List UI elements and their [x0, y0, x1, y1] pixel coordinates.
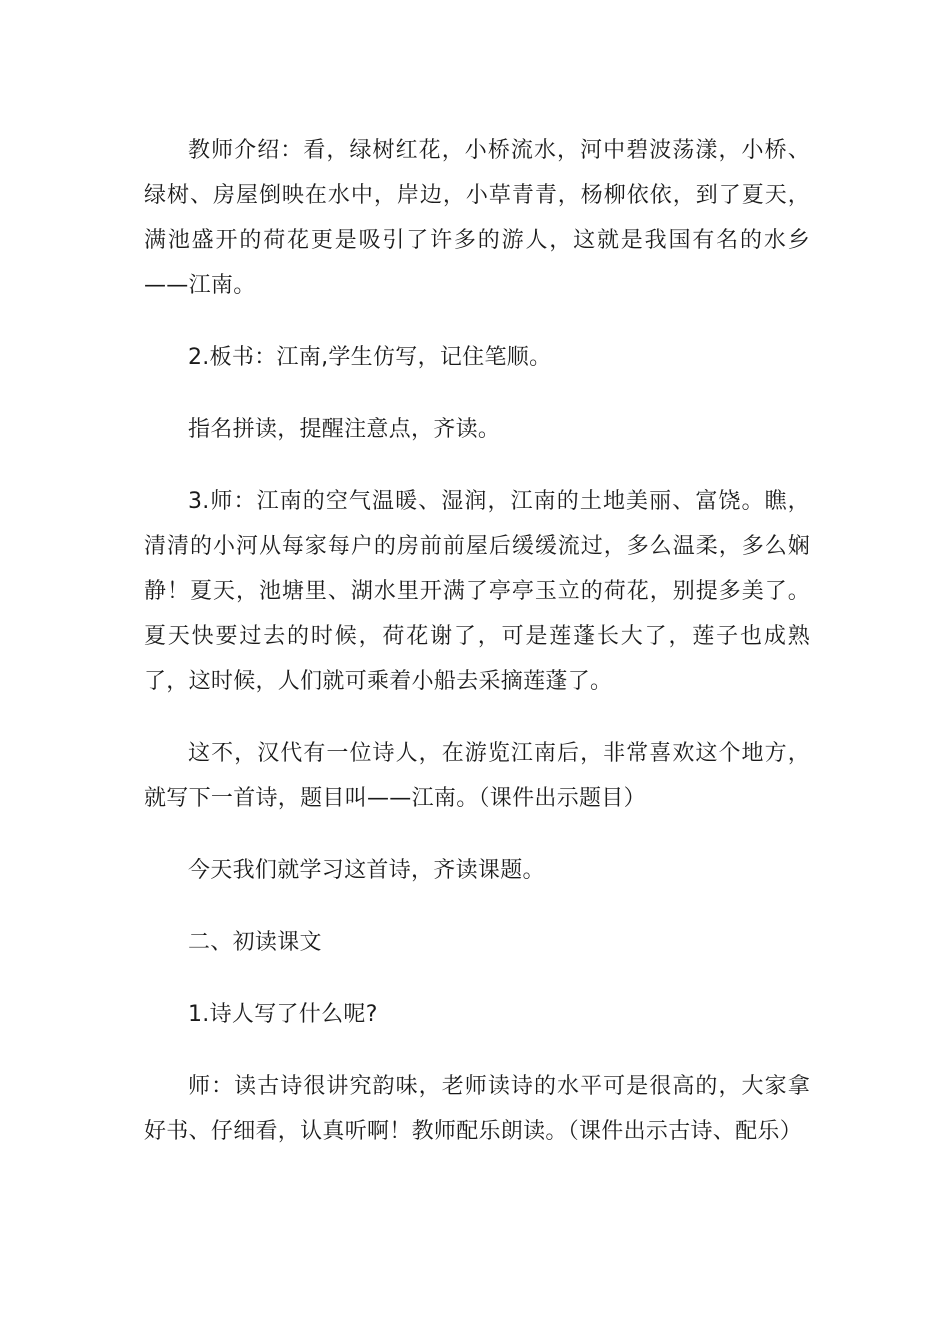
- paragraph-jiangnan-description: 3.师：江南的空气温暖、湿润，江南的土地美丽、富饶。瞧，清清的小河从每家每户的房前前屋后缓缓流过，多么温柔，多么娴静！夏天，池塘里、湖水里开满了亭亭玉立的荷花，别提多美了。夏天快要过去的时候，荷花谢了，可是莲蓬长大了，莲子也成熟了，这时候，人们就可乘着小船去采摘莲蓬了。: [144, 489, 810, 694]
- paragraph-reading: 指名拼读，提醒注意点，齐读。: [188, 417, 501, 442]
- paragraph-teacher-intro: 教师介绍：看，绿树红花，小桥流水，河中碧波荡漾，小桥、绿树、房屋倒映在水中，岸边，小草青青，杨柳依依，到了夏天，满池盛开的荷花更是吸引了许多的游人，这就是我国有名的水乡——江南。: [144, 138, 810, 298]
- paragraph-today-study: 今天我们就学习这首诗，齐读课题。: [188, 858, 545, 883]
- section-heading-first-reading: 二、初读课文: [188, 930, 322, 955]
- paragraph-poet-intro: 这不，汉代有一位诗人，在游览江南后，非常喜欢这个地方，就写下一首诗，题目叫——江南。（课件出示题目）: [144, 741, 810, 811]
- paragraph-teacher-reading: 师：读古诗很讲究韵味，老师读诗的水平可是很高的，大家拿好书、仔细看，认真听啊！教师配乐朗读。（课件出示古诗、配乐）: [144, 1074, 810, 1144]
- document-body: [144, 128, 810, 1154]
- paragraph-question: 1.诗人写了什么呢?: [188, 1002, 378, 1027]
- paragraph-board-writing: 2.板书：江南,学生仿写，记住笔顺。: [188, 345, 552, 370]
